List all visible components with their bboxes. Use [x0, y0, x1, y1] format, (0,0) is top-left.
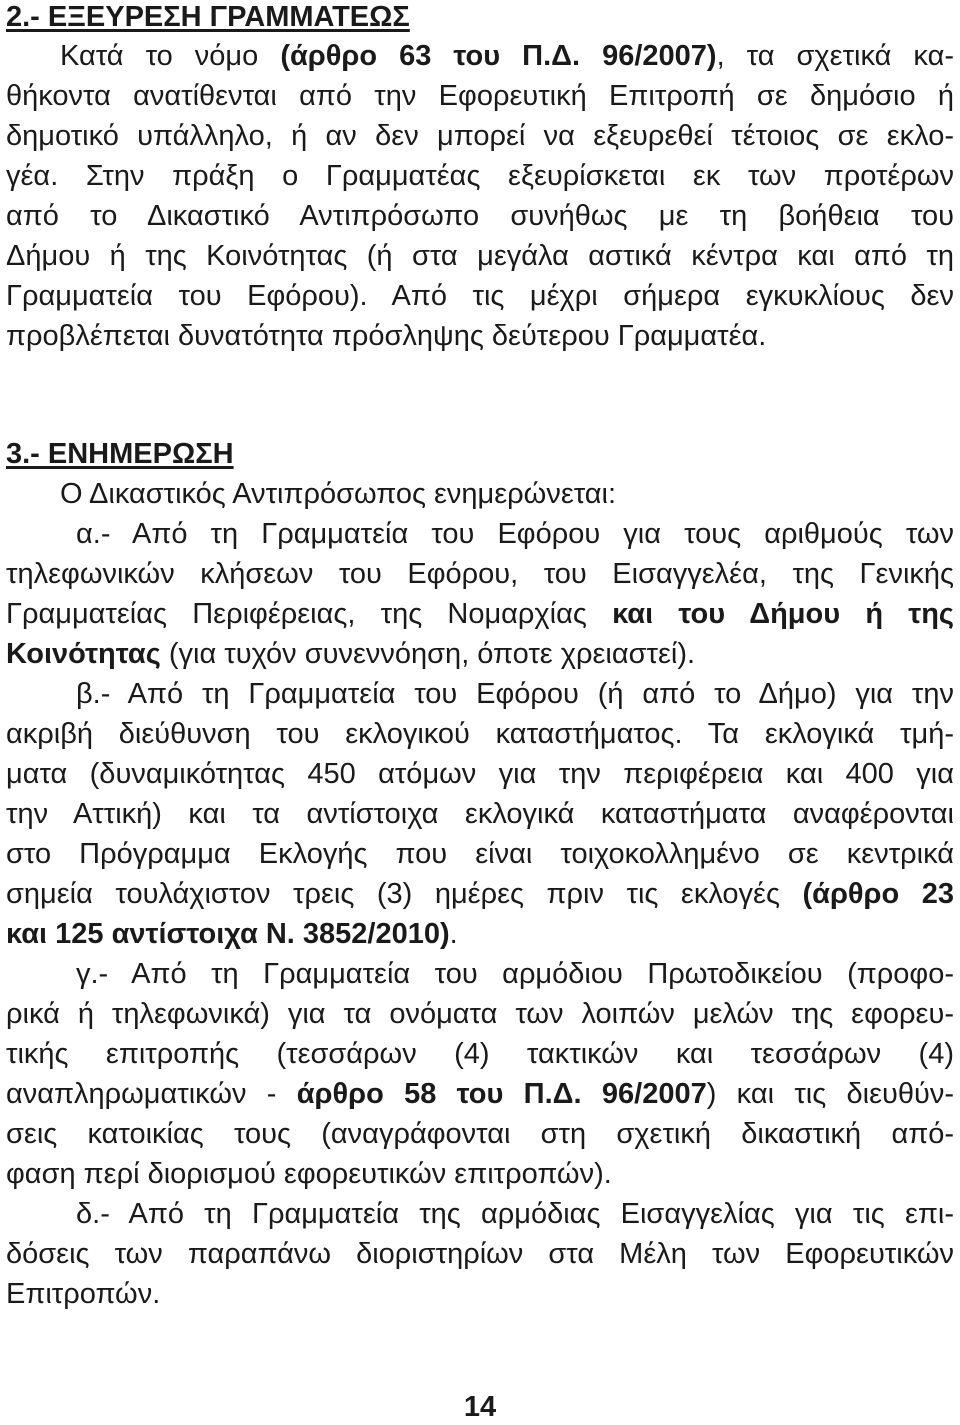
section3-line-9: στο Πρόγραμμα Εκλογής που είναι τοιχοκολλημένο σε κεντρικά — [6, 838, 954, 870]
section3-line-11: και 125 αντίστοιχα Ν. 3852/2010). — [6, 918, 458, 950]
section2-line-6: Δήμου ή της Κοινότητας (ή στα μεγάλα αστικά κέντρα και από τη — [6, 240, 954, 272]
section3-line-13: ρικά ή τηλεφωνικά) για τα ονόματα των λοιπών μελών της εφορευ- — [6, 998, 954, 1030]
section2-line-3: δημοτικό υπάλληλο, ή αν δεν μπορεί να εξευρεθεί τέτοιος σε εκλο- — [6, 120, 954, 152]
section3-line-4: Κοινότητας (για τυχόν συνεννόηση, όποτε χρειαστεί). — [6, 638, 696, 670]
section2-line-4: γέα. Στην πράξη ο Γραμματέας εξευρίσκεται εκ των προτέρων — [6, 160, 954, 192]
section3-intro: Ο Δικαστικός Αντιπρόσωπος ενημερώνεται: — [60, 478, 617, 510]
section2-line-1: Κατά το νόμο (άρθρο 63 του Π.Δ. 96/2007), τα σχετικά κα- — [60, 40, 954, 72]
section2-heading: 2.- ΕΞΕΥΡΕΣΗ ΓΡΑΜΜΑΤΕΩΣ — [6, 1, 410, 33]
page-number: 14 — [463, 1391, 497, 1423]
section3-line-3: Γραμματείας Περιφέρειας, της Νομαρχίας και του Δήμου ή της — [6, 598, 954, 630]
section3-line-17: φαση περί διορισμού εφορευτικών επιτροπών). — [6, 1158, 612, 1190]
section3-line-18: δ.- Από τη Γραμματεία της αρμόδιας Εισαγγελίας για τις επι- — [76, 1198, 954, 1230]
section3-line-16: σεις κατοικίας τους (αναγράφονται στη σχετική δικαστική από- — [6, 1118, 954, 1150]
section3-line-6: ακριβή διεύθυνση του εκλογικού καταστήματος. Τα εκλογικά τμή- — [6, 718, 954, 750]
section2-line-5: από το Δικαστικό Αντιπρόσωπο συνήθως με τη βοήθεια του — [6, 200, 954, 232]
section3-line-1: α.- Από τη Γραμματεία του Εφόρου για τους αριθμούς των — [76, 518, 954, 550]
section3-heading: 3.- ΕΝΗΜΕΡΩΣΗ — [6, 438, 234, 470]
section3-line-7: ματα (δυναμικότητας 450 ατόμων για την περιφέρεια και 400 για — [6, 758, 954, 790]
section3-line-8: την Αττική) και τα αντίστοιχα εκλογικά καταστήματα αναφέρονται — [6, 798, 954, 830]
section3-line-14: τικής επιτροπής (τεσσάρων (4) τακτικών και τεσσάρων (4) — [6, 1038, 954, 1070]
section3-line-12: γ.- Από τη Γραμματεία του αρμόδιου Πρωτοδικείου (προφο- — [76, 958, 954, 990]
section3-line-20: Επιτροπών. — [6, 1278, 161, 1310]
section3-line-5: β.- Από τη Γραμματεία του Εφόρου (ή από το Δήμο) για την — [76, 678, 954, 710]
section3-line-19: δόσεις των παραπάνω διοριστηρίων στα Μέλη των Εφορευτικών — [6, 1238, 954, 1270]
section2-line-8: προβλέπεται δυνατότητα πρόσληψης δεύτερου Γραμματέα. — [6, 320, 767, 352]
section3-line-2: τηλεφωνικών κλήσεων του Εφόρου, του Εισαγγελέα, της Γενικής — [6, 558, 954, 590]
section3-line-10: σημεία τουλάχιστον τρεις (3) ημέρες πριν τις εκλογές (άρθρο 23 — [6, 878, 954, 910]
section2-line-2: θήκοντα ανατίθενται από την Εφορευτική Επιτροπή σε δημόσιο ή — [6, 80, 954, 112]
section2-line-7: Γραμματεία του Εφόρου). Από τις μέχρι σήμερα εγκυκλίους δεν — [6, 280, 954, 312]
section3-line-15: αναπληρωματικών - άρθρο 58 του Π.Δ. 96/2007) και τις διευθύν- — [6, 1078, 955, 1110]
